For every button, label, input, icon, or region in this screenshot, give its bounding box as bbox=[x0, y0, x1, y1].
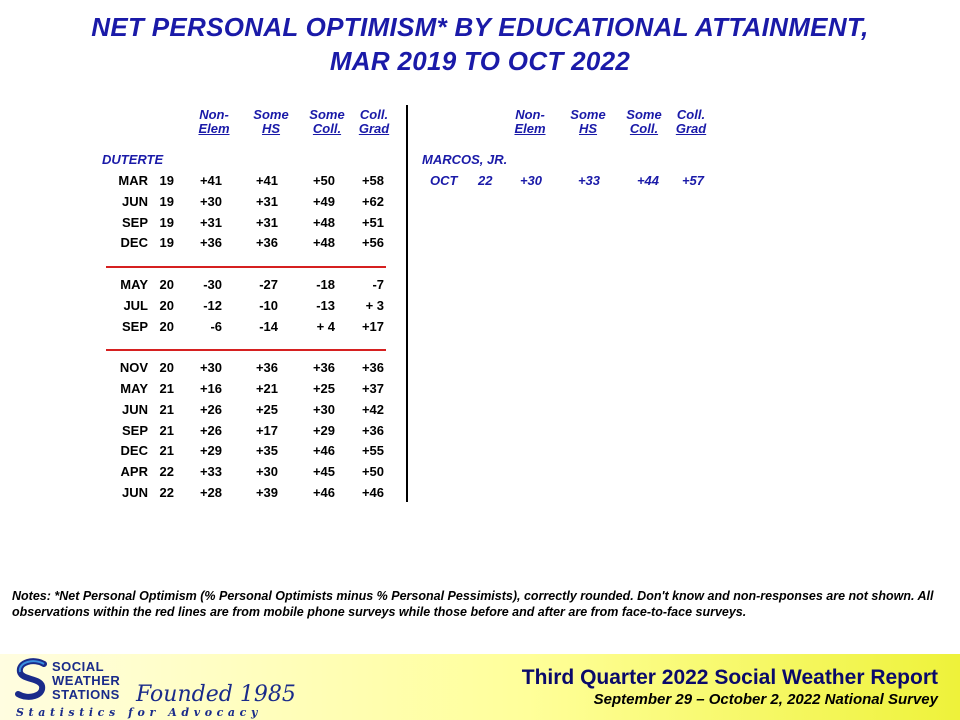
table-row bbox=[108, 443, 398, 463]
notes-text: Notes: *Net Personal Optimism (% Personal Optimists minus % Personal Pessimists), correctly rounded. Don't know and non-responses are not shown. All observations within the red lines are from mobile phone surveys while those before and after are from face-to-face surveys. bbox=[12, 589, 934, 619]
report-subtitle: September 29 – October 2, 2022 National Survey bbox=[593, 691, 938, 708]
header-line-1: Some bbox=[626, 107, 662, 122]
row-month: DEC bbox=[120, 235, 148, 251]
table-row bbox=[108, 319, 398, 339]
header-line-2: Coll. bbox=[629, 121, 659, 136]
header-line-1: Some bbox=[253, 107, 289, 122]
header-coll-grad-right bbox=[661, 108, 721, 136]
cell-value: +42 bbox=[361, 401, 384, 417]
logo-word-social: SOCIAL bbox=[52, 659, 105, 674]
cell-value: +28 bbox=[199, 485, 222, 500]
row-month: SEP bbox=[121, 422, 148, 438]
cell-value: +48 bbox=[312, 235, 335, 251]
row-month: JUN bbox=[121, 193, 148, 209]
cell-value: +44 bbox=[636, 173, 659, 188]
cell-value: +41 bbox=[255, 173, 278, 188]
cell-value: +25 bbox=[255, 401, 278, 417]
row-month: NOV bbox=[119, 360, 148, 376]
cell-value: -12 bbox=[203, 297, 222, 313]
cell-value: +30 bbox=[519, 173, 542, 188]
table-row bbox=[108, 402, 398, 422]
row-month: MAY bbox=[120, 381, 148, 396]
row-year: 20 bbox=[159, 360, 174, 376]
row-month: SEP bbox=[121, 214, 148, 230]
cell-value: +36 bbox=[361, 422, 384, 438]
mobile-survey-separator bbox=[106, 266, 386, 268]
title-line-1: NET PERSONAL OPTIMISM* BY EDUCATIONAL ATTAINMENT, bbox=[91, 12, 869, 42]
table-row bbox=[108, 298, 398, 318]
row-year: 22 bbox=[159, 485, 174, 500]
sws-s-icon bbox=[14, 658, 50, 702]
row-month: JUN bbox=[121, 485, 148, 500]
cell-value: +30 bbox=[255, 464, 278, 480]
row-year: 21 bbox=[159, 381, 174, 396]
cell-value: +36 bbox=[361, 360, 384, 376]
header-line-1: Some bbox=[570, 107, 606, 122]
row-year: 20 bbox=[159, 297, 174, 313]
table-row bbox=[108, 423, 398, 443]
cell-value: -30 bbox=[203, 277, 222, 292]
row-year: 21 bbox=[159, 443, 174, 459]
row-year: 19 bbox=[159, 235, 174, 251]
cell-value: +16 bbox=[199, 381, 222, 396]
row-month: JUN bbox=[121, 401, 148, 417]
cell-value: +17 bbox=[255, 422, 278, 438]
section-label-duterte: DUTERTE bbox=[102, 152, 164, 167]
row-month: MAR bbox=[118, 173, 148, 188]
header-line-2: Grad bbox=[358, 121, 390, 136]
row-year: 19 bbox=[159, 214, 174, 230]
row-year: 22 bbox=[159, 464, 174, 480]
cell-value: -27 bbox=[259, 277, 278, 292]
footer-band bbox=[0, 654, 960, 720]
cell-value: +33 bbox=[199, 464, 222, 480]
table-row bbox=[108, 194, 398, 214]
row-year: 19 bbox=[159, 173, 174, 188]
row-year: 20 bbox=[159, 277, 174, 292]
cell-value: -18 bbox=[316, 277, 335, 292]
header-line-1: Non- bbox=[515, 107, 545, 122]
cell-value: +35 bbox=[255, 443, 278, 459]
header-line-2: HS bbox=[578, 121, 598, 136]
row-month: OCT bbox=[430, 173, 458, 188]
cell-value: +17 bbox=[361, 318, 384, 334]
cell-value: -13 bbox=[316, 297, 335, 313]
table-row bbox=[108, 277, 398, 297]
table-row bbox=[108, 485, 398, 505]
cell-value: + 4 bbox=[316, 318, 335, 334]
table-row bbox=[108, 235, 398, 255]
row-month: APR bbox=[120, 464, 148, 480]
cell-value: +62 bbox=[361, 193, 384, 209]
cell-value: -7 bbox=[372, 277, 384, 292]
row-month: DEC bbox=[120, 443, 148, 459]
report-info bbox=[522, 666, 938, 710]
cell-value: +50 bbox=[361, 464, 384, 480]
cell-value: +36 bbox=[255, 360, 278, 376]
row-month: MAY bbox=[120, 277, 148, 292]
cell-value: +31 bbox=[255, 214, 278, 230]
table-row bbox=[108, 173, 398, 193]
administration-divider bbox=[406, 105, 408, 502]
cell-value: +30 bbox=[199, 360, 222, 376]
header-non-elem-left bbox=[184, 108, 244, 136]
title-line-2: MAR 2019 TO OCT 2022 bbox=[329, 46, 631, 76]
row-year: 22 bbox=[478, 173, 493, 188]
cell-value: +57 bbox=[681, 173, 704, 188]
cell-value: +56 bbox=[361, 235, 384, 251]
table-row bbox=[108, 360, 398, 380]
header-some-hs-right bbox=[558, 108, 618, 136]
cell-value: +46 bbox=[312, 443, 335, 459]
row-month: JUL bbox=[123, 297, 148, 313]
cell-value: +29 bbox=[312, 422, 335, 438]
row-year: 21 bbox=[159, 422, 174, 438]
cell-value: +39 bbox=[255, 485, 278, 500]
cell-value: +46 bbox=[312, 485, 335, 500]
cell-value: +36 bbox=[199, 235, 222, 251]
cell-value: +26 bbox=[199, 422, 222, 438]
cell-value: +31 bbox=[199, 214, 222, 230]
logo-wordmark bbox=[52, 660, 120, 702]
cell-value: +25 bbox=[312, 381, 335, 396]
table-row bbox=[108, 215, 398, 235]
header-coll-grad-left bbox=[344, 108, 404, 136]
cell-value: +48 bbox=[312, 214, 335, 230]
mobile-survey-separator bbox=[106, 349, 386, 351]
cell-value: +41 bbox=[199, 173, 222, 188]
logo-word-weather: WEATHER bbox=[52, 673, 121, 688]
cell-value: -14 bbox=[259, 318, 278, 334]
founded-text: Founded 1985 bbox=[136, 682, 296, 707]
header-line-2: Elem bbox=[514, 121, 546, 136]
cell-value: +45 bbox=[312, 464, 335, 480]
cell-value: +29 bbox=[199, 443, 222, 459]
header-line-1: Some bbox=[309, 107, 345, 122]
cell-value: +33 bbox=[577, 173, 600, 188]
cell-value: + 3 bbox=[365, 297, 384, 313]
row-month: SEP bbox=[121, 318, 148, 334]
cell-value: +30 bbox=[199, 193, 222, 209]
tagline-text: Statistics for Advocacy bbox=[16, 706, 262, 719]
sws-logo bbox=[14, 658, 296, 719]
cell-value: -6 bbox=[210, 318, 222, 334]
header-line-1: Non- bbox=[199, 107, 229, 122]
logo-word-stations: STATIONS bbox=[52, 687, 120, 702]
header-some-hs-left bbox=[241, 108, 301, 136]
cell-value: +49 bbox=[312, 193, 335, 209]
cell-value: +37 bbox=[361, 381, 384, 396]
cell-value: +30 bbox=[312, 401, 335, 417]
cell-value: +58 bbox=[361, 173, 384, 188]
row-year: 20 bbox=[159, 318, 174, 334]
header-line-2: HS bbox=[261, 121, 281, 136]
section-label-marcos: MARCOS, JR. bbox=[422, 152, 508, 167]
row-year: 19 bbox=[159, 193, 174, 209]
table-row bbox=[108, 464, 398, 484]
cell-value: +46 bbox=[361, 485, 384, 500]
header-line-1: Coll. bbox=[676, 107, 706, 122]
header-non-elem-right bbox=[500, 108, 560, 136]
cell-value: +50 bbox=[312, 173, 335, 188]
cell-value: +26 bbox=[199, 401, 222, 417]
header-line-2: Grad bbox=[675, 121, 707, 136]
cell-value: +21 bbox=[255, 381, 278, 396]
cell-value: +31 bbox=[255, 193, 278, 209]
cell-value: +51 bbox=[361, 214, 384, 230]
cell-value: +55 bbox=[361, 443, 384, 459]
cell-value: +36 bbox=[312, 360, 335, 376]
table-row bbox=[430, 173, 720, 193]
chart-title bbox=[0, 10, 960, 78]
report-title: Third Quarter 2022 Social Weather Report bbox=[521, 666, 938, 689]
cell-value: +36 bbox=[255, 235, 278, 251]
header-line-2: Elem bbox=[198, 121, 230, 136]
header-line-1: Coll. bbox=[359, 107, 389, 122]
cell-value: -10 bbox=[259, 297, 278, 313]
row-year: 21 bbox=[159, 401, 174, 417]
header-line-2: Coll. bbox=[312, 121, 342, 136]
table-row bbox=[108, 381, 398, 401]
